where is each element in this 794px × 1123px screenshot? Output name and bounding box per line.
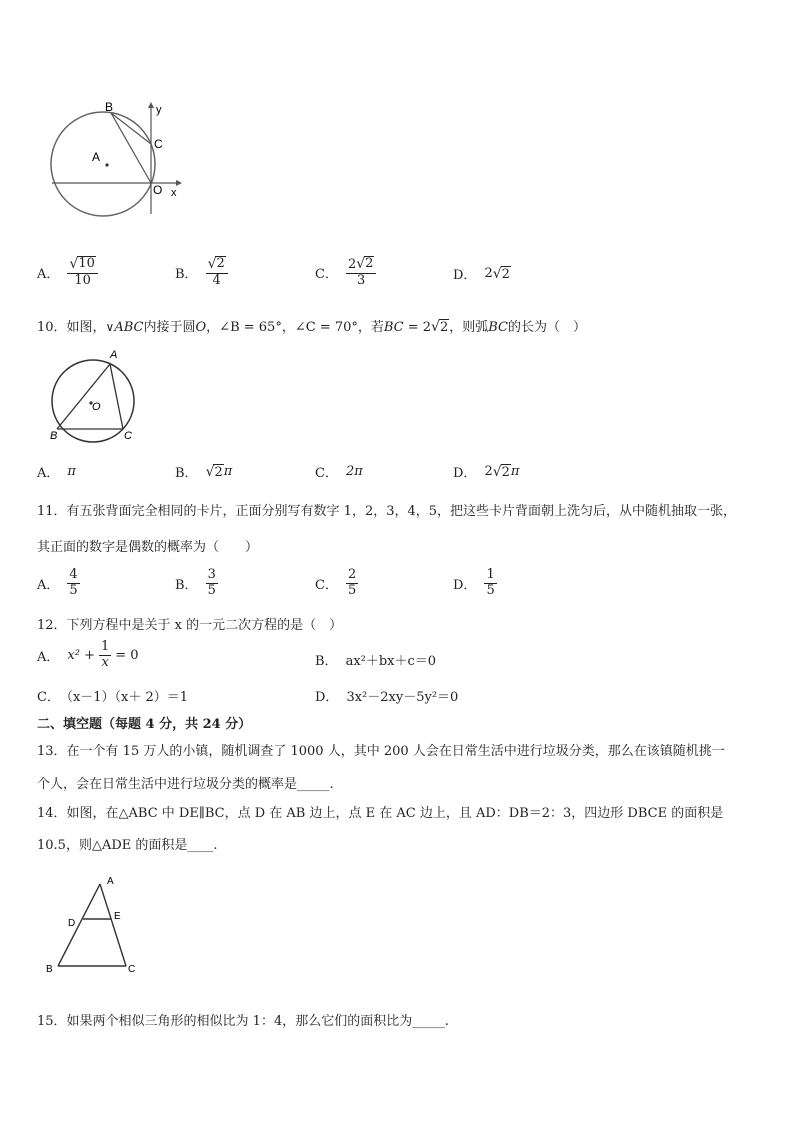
- q14-seg-AB: [58, 884, 100, 966]
- q14-label-C: C: [128, 964, 136, 975]
- q10-label-O: O: [92, 401, 101, 413]
- q14-label-D: D: [68, 918, 76, 929]
- q9-figure: [48, 100, 188, 240]
- q9-option-b: B． √ 2 4: [175, 256, 228, 289]
- q11-option-b: B． $\frac{3}{5}$: [175, 567, 216, 598]
- q10-seg-AC: [110, 364, 123, 429]
- q10-label-C: C: [124, 430, 132, 442]
- q9-option-d: D． 2 √ 2: [453, 265, 510, 283]
- q12-option-d: D． 3x²－2xy－5y²＝0: [315, 690, 459, 705]
- q9-label-y: y: [156, 104, 162, 116]
- q9-circle: [51, 112, 155, 216]
- q10-label-B: B: [50, 430, 58, 442]
- q14-seg-AC: [100, 884, 126, 966]
- q14-label-A: A: [107, 876, 114, 887]
- q11-option-a: A． $\frac{4}{5}$: [37, 567, 78, 598]
- q14-stem-line1: 14．如图，在△ABC 中 DE∥BC，点 D 在 AB 边上，点 E 在 AC 边上，且 AD：DB＝2：3，四边形 DBCE 的面积是: [37, 806, 724, 821]
- q10-seg-AB: [57, 364, 110, 429]
- q11-stem-line1: 11．有五张背面完全相同的卡片，正面分别写有数字 1，2，3，4，5，把这些卡片背面朝上洗匀后，从中随机抽取一张，: [37, 504, 737, 519]
- q9-label-B: B: [105, 100, 114, 114]
- q10-option-b: B． √ 2 π: [175, 463, 233, 481]
- q9-label-O: O: [153, 183, 163, 197]
- q14-stem-line2: 10.5，则△ADE 的面积是____.: [37, 838, 218, 853]
- q14-label-E: E: [114, 911, 121, 922]
- q15-stem: 15．如果两个相似三角形的相似比为 1：4，那么它们的面积比为_____.: [37, 1014, 449, 1029]
- q13-stem-line1: 13．在一个有 15 万人的小镇，随机调查了 1000 人，其中 200 人会在日常生活中进行垃圾分类，那么在该镇随机挑一: [37, 744, 725, 759]
- q10-figure: [46, 346, 146, 444]
- q14-figure: [42, 872, 152, 978]
- q9-option-a: A． √ 10 10: [37, 256, 98, 289]
- q9-x-arrow: [176, 180, 182, 186]
- q9-seg-BO: [111, 113, 151, 183]
- q11-option-c: C． $\frac{2}{5}$: [315, 567, 357, 598]
- q9-option-c: C． 2 √ 2 3: [315, 256, 376, 289]
- q12-option-c: C． （x－1）（x＋ 2）＝1: [37, 690, 189, 705]
- q14-label-B: B: [46, 964, 53, 975]
- q9-label-A: A: [92, 150, 101, 164]
- q9-seg-BC: [111, 113, 151, 144]
- section-heading-fill-in: 二、填空题（每题 4 分，共 24 分）: [37, 717, 252, 732]
- q9-label-C: C: [154, 137, 163, 151]
- q10-option-a: A． π: [37, 464, 76, 481]
- q12-option-b: B． ax²＋bx＋c＝0: [315, 654, 437, 669]
- q13-stem-line2: 个人，会在日常生活中进行垃圾分类的概率是_____.: [37, 777, 334, 792]
- q11-option-d: D． $\frac{1}{5}$: [453, 567, 495, 598]
- q9-label-x: x: [171, 187, 177, 199]
- q10-stem: 10．如图，∨ABC内接于圆O，∠B = 65°，∠C = 70°，若BC = 2 √ 2 ，则弧BC的长为（ ）: [37, 319, 587, 335]
- q10-label-A: A: [110, 349, 118, 361]
- q9-center-dot: [105, 163, 108, 166]
- q10-option-c: C． 2π: [315, 464, 363, 481]
- q12-stem: 12．下列方程中是关于 x 的一元二次方程的是（ ）: [37, 618, 343, 633]
- q10-option-d: D． 2 √ 2 π: [453, 463, 520, 481]
- q9-y-arrow: [148, 102, 154, 108]
- q11-stem-line2: 其正面的数字是偶数的概率为（ ）: [37, 540, 259, 555]
- q12-option-a: A． x² + $\frac{1}{x}$ = 0: [37, 639, 139, 670]
